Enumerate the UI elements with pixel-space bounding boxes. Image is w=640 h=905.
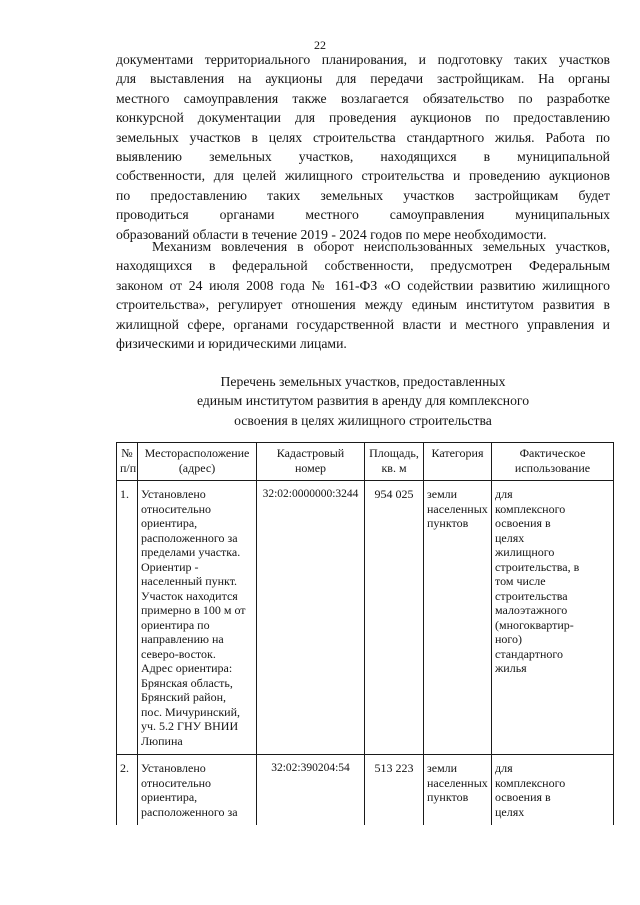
paragraph-line: собственности, для целей жилищного строительства и проведению аукционов: [116, 168, 610, 184]
cell-use: для комплексного освоения в целях: [492, 755, 614, 826]
cell-cadastral: 32:02:0000000:3244: [257, 481, 365, 755]
list-title-line: Перечень земельных участков, предоставленных: [220, 374, 506, 389]
cell-num: 1.: [117, 481, 138, 755]
paragraph-line: местного самоуправления также возлагается обязательство по разработке: [116, 90, 610, 106]
header-category: Категория: [424, 443, 492, 481]
cell-area: 513 223: [365, 755, 424, 826]
cell-num: 2.: [117, 755, 138, 826]
paragraph-line: документами территориального планирования, и подготовку таких участков: [116, 52, 610, 67]
cell-category: земли населенных пунктов: [424, 481, 492, 755]
list-title-line: единым институтом развития в аренду для комплексного: [196, 393, 530, 409]
paragraph-line: конкурсной документации для проведения аукционов по предоставлению: [116, 110, 610, 126]
paragraph-2: [116, 237, 610, 353]
paragraph-line: строительства», регулирует отношения между единым институтом развития в: [116, 297, 610, 313]
paragraph-line: Механизм вовлечения в оборот неиспользованных земельных участков,: [152, 239, 610, 254]
paragraph-line: образований области в течение 2019 - 2024 годов по мере необходимости.: [116, 226, 547, 242]
header-cadastral: Кадастровый номер: [257, 443, 365, 481]
paragraph-line: жилищной сфере, органами государственной власти и местного управления и: [116, 316, 610, 332]
page-number: 22: [314, 38, 326, 52]
table-row: [117, 481, 614, 755]
header-num: № п/п: [117, 443, 138, 481]
table-row: [117, 755, 614, 826]
cell-area: 954 025: [365, 481, 424, 755]
cell-use: для комплексного освоения в целях жилищного строительства, в том числе строительства малоэтажного (многоквартир- ного) стандартного жилья: [492, 481, 614, 755]
paragraph-line: находящихся в федеральной собственности, предусмотрен Федеральным: [116, 258, 610, 274]
list-title-line: освоения в целях жилищного строительства: [234, 412, 492, 428]
header-location: Месторасположение (адрес): [138, 443, 257, 481]
paragraph-line: физическими и юридическими лицами.: [116, 336, 347, 352]
paragraph-line: законом от 24 июля 2008 года № 161-ФЗ «О содействии развитию жилищного: [116, 277, 610, 293]
paragraph-line: по предоставлению таких земельных участков застройщикам будет: [116, 187, 610, 203]
header-use: Фактическое использование: [492, 443, 614, 481]
paragraph-line: выявлению земельных участков, находящихся в муниципальной: [116, 149, 610, 165]
paragraph-line: земельных участков в целях строительства стандартного жилья. Работа по: [116, 129, 610, 145]
cell-location: Установлено относительно ориентира, расположенного за: [138, 755, 257, 826]
header-area: Площадь, кв. м: [365, 443, 424, 481]
land-plots-table: [116, 442, 614, 825]
cell-category: земли населенных пунктов: [424, 755, 492, 826]
paragraph-line: проводиться органами местного самоуправления муниципальных: [116, 207, 610, 223]
paragraph-line: для выставления на аукционы для передачи застройщикам. На органы: [116, 71, 610, 87]
cell-location: Установлено относительно ориентира, расположенного за пределами участка. Ориентир - населенный пункт. Участок находится примерно в 100 м от ориентира по направлению на северо-восток. Адрес ориентира: Брянская область, Брянский район, пос. Мичуринский, уч. 5.2 ГНУ ВНИИ Люпина: [138, 481, 257, 755]
list-title: [116, 372, 610, 430]
cell-cadastral: 32:02:390204:54: [257, 755, 365, 826]
paragraph-1: [116, 50, 610, 244]
table-header-row: [117, 443, 614, 481]
